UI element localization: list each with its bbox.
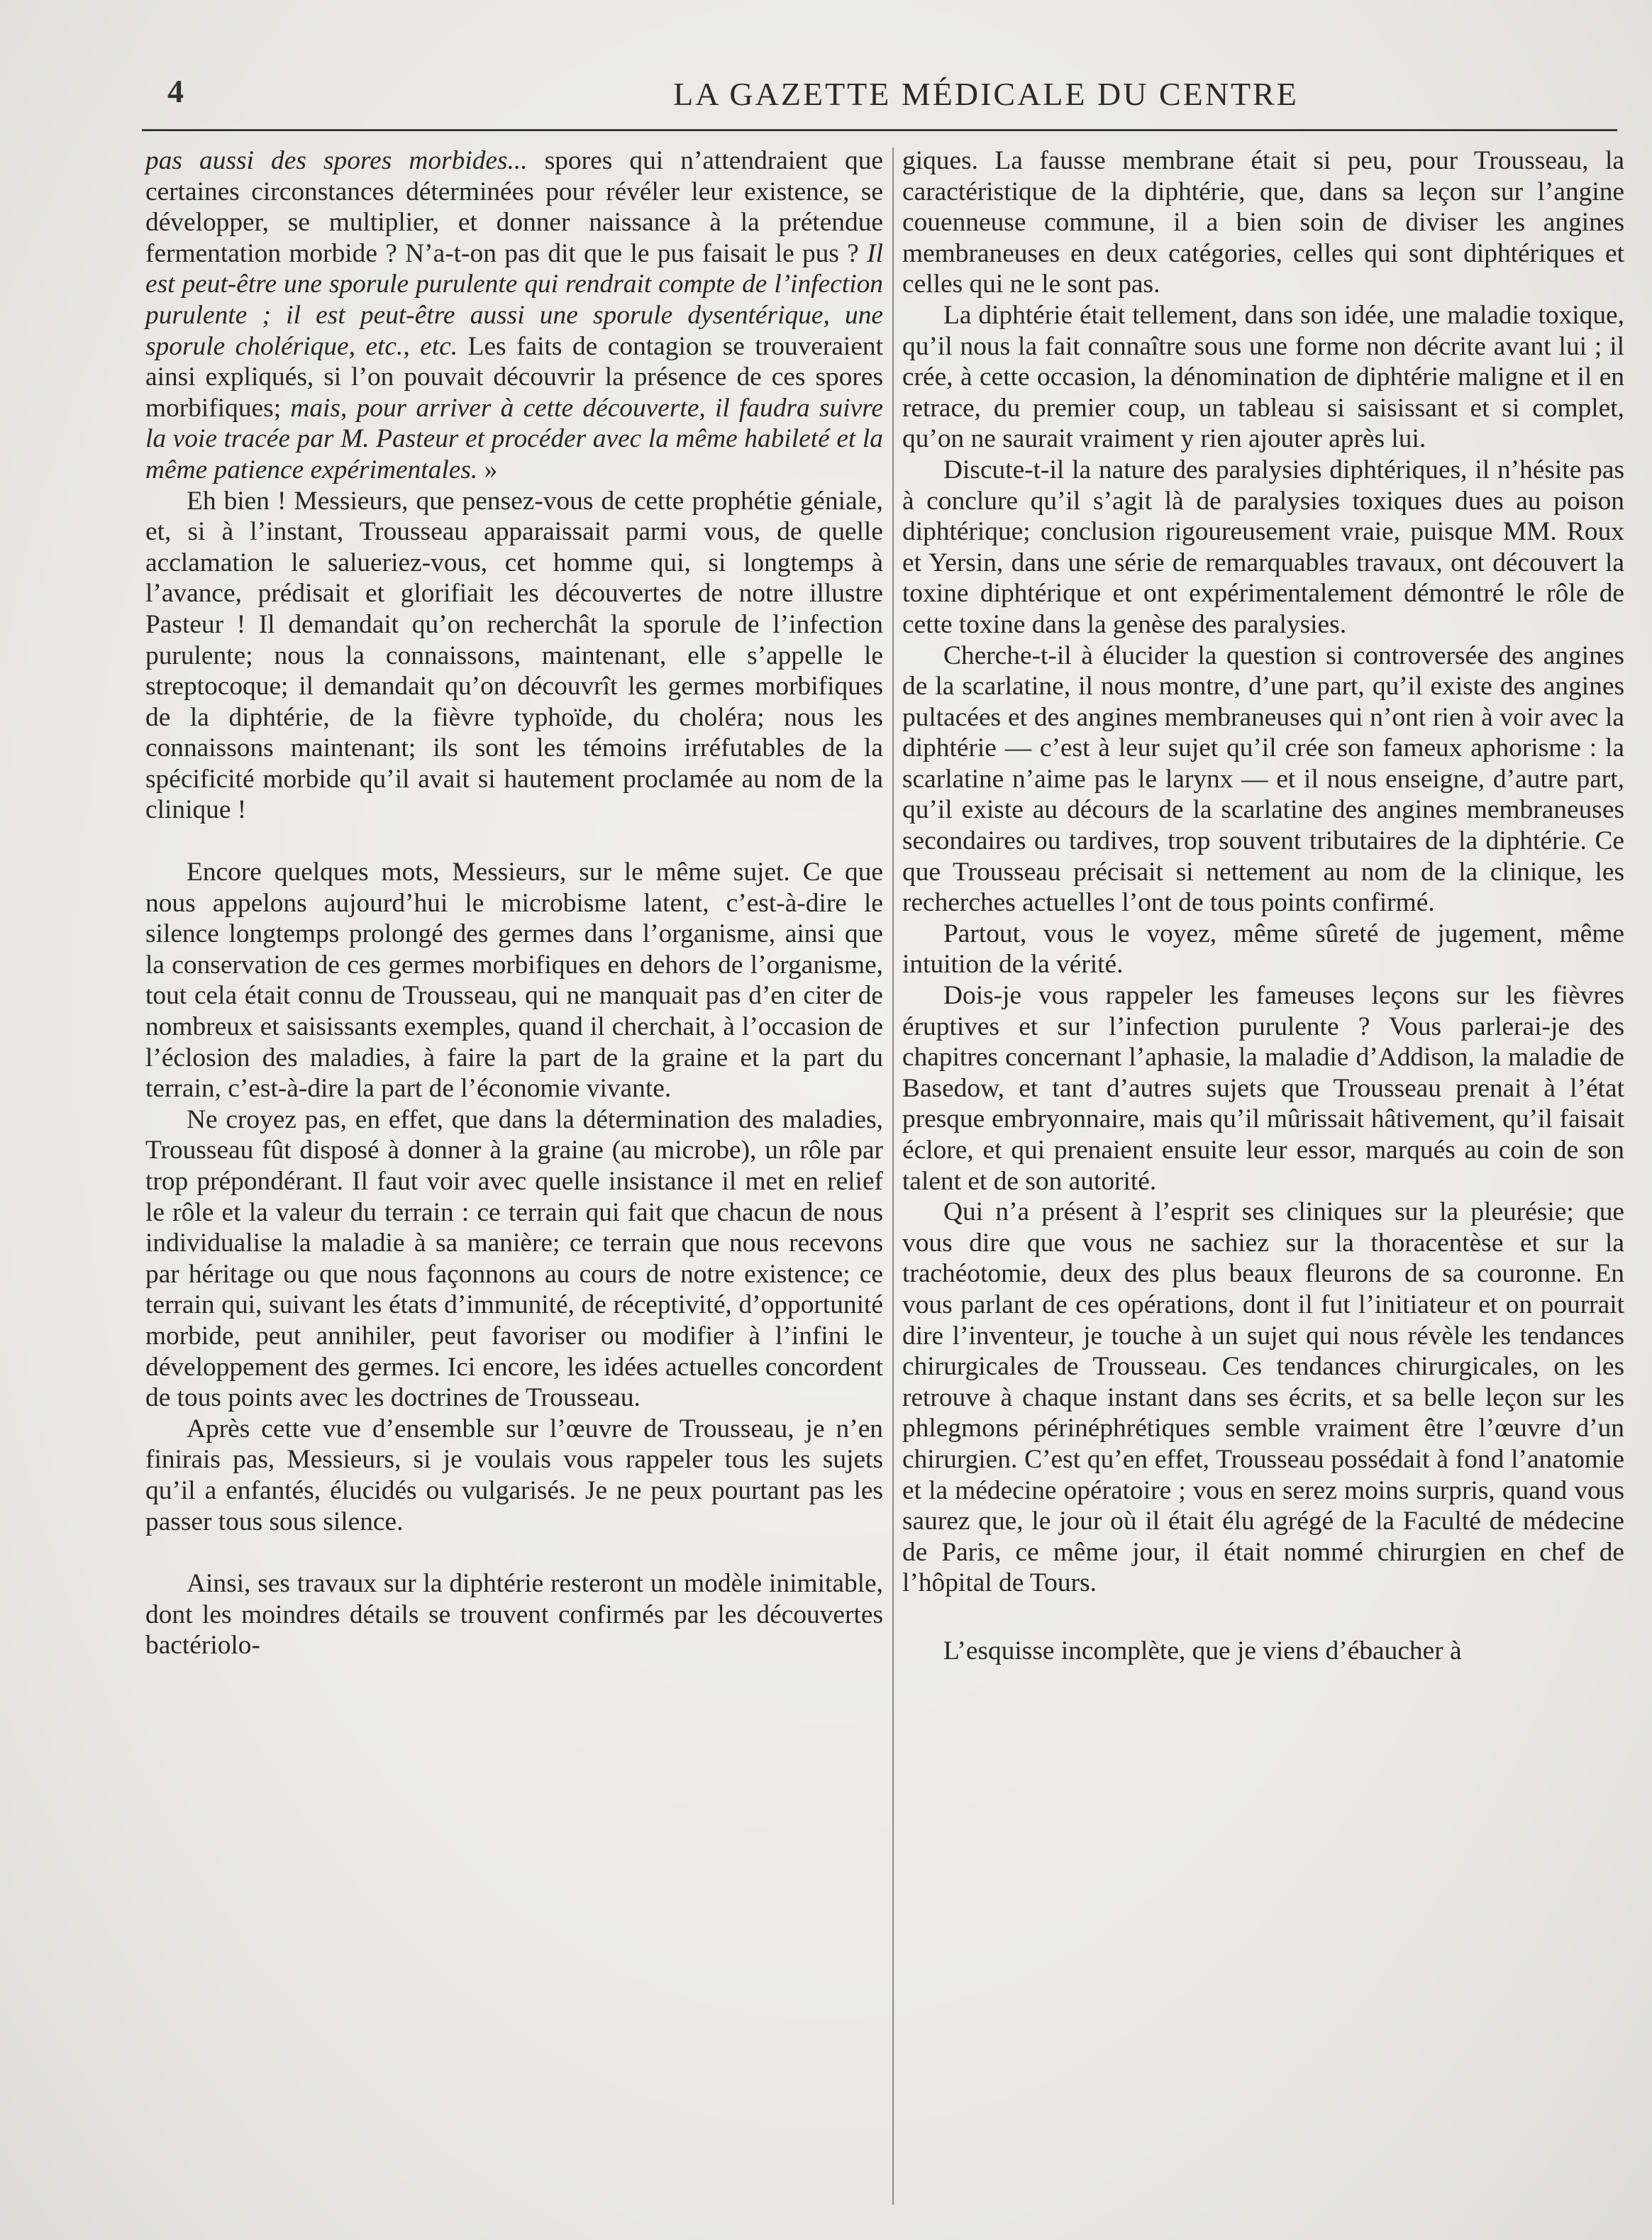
- journal-title: LA GAZETTE MÉDICALE DU CENTRE: [673, 76, 1299, 112]
- italic-text: Il est peut-être une sporule purulente qui rendrait compte de l’infection purulente ; il est peut-être aussi une sporule dysentérique, une sporule cholérique, etc., etc.: [145, 238, 883, 361]
- paragraph: Cherche-t-il à élucider la question si controversée des angines de la scarlatine, il nous montre, d’une part, qu’il existe des angines pultacées et des angines membraneuses qui n’ont rien à voir avec la diphtérie — c’est à leur sujet qu’il crée son fameux aphorisme : la scarlatine n’aime pas le larynx — et il nous enseigne, d’autre part, qu’il existe au décours de la scarlatine des angines membraneuses secondaires ou tardives, trop souvent tributaires de la diphtérie. Ce que Trousseau précisait si nettement au nom de la clinique, les recherches actuelles l’ont de tous points confirmé.: [902, 641, 1624, 918]
- running-head: [163, 65, 1610, 122]
- paragraph: Encore quelques mots, Messieurs, sur le même sujet. Ce que nous appelons aujourd’hui le microbisme latent, c’est-à-dire le silence longtemps prolongé des germes dans l’organisme, ainsi que la conservation de ces germes morbifiques en dehors de l’organisme, tout cela était connu de Trousseau, qui ne manquait pas d’en citer de nombreux et saisissants exemples, quand il cherchait, à l’occasion de l’éclosion des maladies, à faire la part de la graine et la part du terrain, c’est-à-dire la part de l’économie vivante.: [145, 858, 883, 1104]
- paragraph: Partout, vous le voyez, même sûreté de jugement, même intuition de la vérité.: [902, 919, 1624, 980]
- paragraph: Ne croyez pas, en effet, que dans la détermination des maladies, Trousseau fût disposé à donner à la graine (au microbe), un rôle par trop prépondérant. Il faut voir avec quelle insistance il met en relief le rôle et la valeur du terrain : ce terrain qui fait que chacun de nous individualise la maladie à sa manière; ce terrain que nous recevons par héritage ou que nous façonnons au cours de notre existence; ce terrain qui, suivant les états d’immunité, de réceptivité, d’opportunité morbide, peut annihiler, peut favoriser ou modifier à l’infini le développement des germes. Ici encore, les idées actuelles concordent de tous points avec les doctrines de Trousseau.: [145, 1104, 883, 1413]
- body-text: Les faits de contagion se trouveraient ainsi expliqués, si l’on pouvait découvrir la présence de ces spores morbifiques;: [145, 331, 883, 423]
- italic-text: mais, pour arriver à cette découverte, il faudra suivre la voie tracée par M. Pasteur et procéder avec la même habileté et la même patience expérimentales.: [145, 393, 883, 484]
- paragraph: La diphtérie était tellement, dans son idée, une maladie toxique, qu’il nous la fait connaître sous une forme non décrite avant lui ; il crée, à cette occasion, la dénomination de diphtérie maligne et il en retrace, du premier coup, un tableau si saisissant et si complet, qu’on ne saurait vraiment y rien ajouter après lui.: [902, 300, 1624, 454]
- paragraph: Après cette vue d’ensemble sur l’œuvre de Trousseau, je n’en finirais pas, Messieurs, si je voulais vous rappeler tous les sujets qu’il a enfantés, élucidés ou vulgarisés. Je ne peux pourtant pas les passer tous sous silence.: [145, 1414, 883, 1536]
- page-number: 4: [167, 73, 184, 109]
- paragraph: Discute-t-il la nature des paralysies diphtériques, il n’hésite pas à conclure qu’il s’agit là de paralysies toxiques dues au poison diphtérique; conclusion rigoureusement vraie, puisque MM. Roux et Yersin, dans une série de remarquables travaux, ont découvert la toxine diphtérique et ont expérimentalement démontré le rôle de cette toxine dans la genèse des paralysies.: [902, 455, 1624, 639]
- body-text: »: [477, 455, 498, 484]
- paragraph: Dois-je vous rappeler les fameuses leçons sur les fièvres éruptives et sur l’infection purulente ? Vous parlerai-je des chapitres concernant l’aphasie, la maladie d’Addison, la maladie de Basedow, et tant d’autres sujets que Trousseau prenait à l’état presque embryonnaire, mais qu’il mûrissait hâtivement, qu’il faisait éclore, et qui prenaient ensuite leur essor, marqués au coin de son talent et de son autorité.: [902, 981, 1624, 1196]
- paragraph: Eh bien ! Messieurs, que pensez-vous de cette prophétie géniale, et, si à l’instant, Trousseau apparaissait parmi vous, de quelle acclamation le salueriez-vous, cet homme qui, si longtemps à l’avance, prédisait et glorifiait les découvertes de notre illustre Pasteur ! Il demandait qu’on recherchât la sporule de l’infection purulente; nous la connaissons, maintenant, elle s’appelle le streptocoque; il demandait qu’on découvrît les germes morbifiques de la diphtérie, de la fièvre typhoïde, du choléra; nous les connaissons maintenant; ils sont les témoins irréfutables de la spécificité morbide qu’il avait si hautement proclamée au nom de la clinique !: [145, 486, 883, 825]
- italic-text: pas aussi des spores morbides...: [145, 146, 528, 175]
- paragraph: L’esquisse incomplète, que je viens d’ébaucher à: [943, 1636, 1462, 1665]
- left-column: [145, 145, 883, 2217]
- paragraph: giques. La fausse membrane était si peu, pour Trousseau, la caractéristique de la diphtérie, que, dans sa leçon sur l’angine couenneuse commune, il a bien soin de diviser les angines membraneuses en deux catégories, celles qui sont diphtériques et celles qui ne le sont pas.: [902, 146, 1624, 299]
- header-rule: [142, 129, 1617, 131]
- body-text: spores qui n’attendraient que certaines circonstances déterminées pour révéler leur existence, se développer, se multiplier, et donner naissance à la prétendue fermentation morbide ? N’a-t-on pas dit que le pus faisait le pus ?: [145, 146, 883, 268]
- column-rule: [892, 148, 894, 2205]
- right-column: [902, 145, 1624, 2217]
- paragraph: [145, 145, 883, 486]
- paragraph: Ainsi, ses travaux sur la diphtérie resteront un modèle inimitable, dont les moindres détails se trouvent confirmés par les découvertes bactériolo-: [145, 1569, 883, 1660]
- paragraph: Qui n’a présent à l’esprit ses cliniques sur la pleurésie; que vous dire que vous ne sachiez sur la thoracentèse et sur la trachéotomie, deux des plus beaux fleurons de sa couronne. En vous parlant de ces opérations, dont il fut l’initiateur et on pourrait dire l’inventeur, je touche à un sujet qui nous révèle les tendances chirurgicales de Trousseau. Ces tendances chirurgicales, on les retrouve à chaque instant dans ses écrits, et sa belle leçon sur les phlegmons périnéphrétiques semble vraiment être l’œuvre d’un chirurgien. C’est qu’en effet, Trousseau possédait à fond l’anatomie et la médecine opératoire ; vous en serez moins surpris, quand vous saurez que, le jour où il était élu agrégé de la Faculté de médecine de Paris, ce même jour, il était nommé chirurgien en chef de l’hôpital de Tours.: [902, 1197, 1624, 1598]
